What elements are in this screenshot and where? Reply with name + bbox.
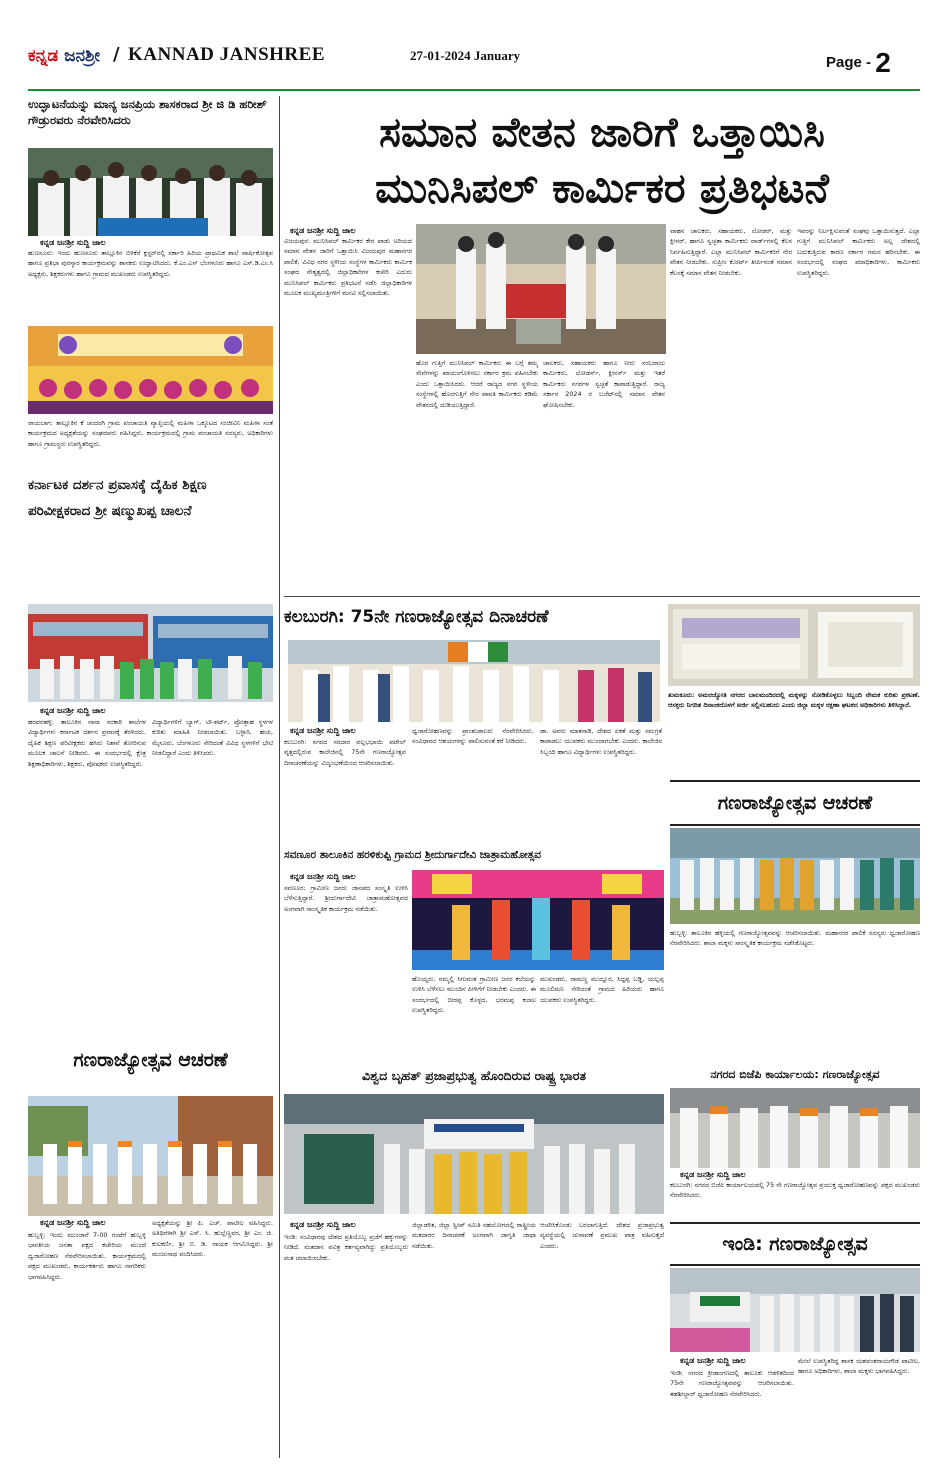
kalaburagi-headline: ಕಲಬುರಗಿ: 75ನೇ ಗಣರಾಜ್ಯೋತ್ಸವ ದಿನಾಚರಣೆ (284, 607, 549, 627)
column-divider (279, 96, 280, 1458)
notice-photo (668, 604, 920, 686)
savanur-headline: ಸವಣೂರ ತಾಲೂಕಿನ ಹರಳಿಕುಪ್ಪಿ ಗ್ರಾಮದ ಶ್ರೀದುರ್ಗಾದೇವಿ ಜಾತ್ರಾಮಹೋತ್ಸವ (284, 849, 541, 861)
right-republic-headline: ಗಣರಾಜ್ಯೋತ್ಸವ ಆಚರಣೆ (670, 780, 920, 826)
notice-body: ತುಮಕೂರು: ಅಮರಜ್ಯೋತಿ ನಗರದ ಬಾಲಮಂದಿರದಲ್ಲಿ ಮಕ್ಕಳನ್ನು ನೋಡಿಕೊಳ್ಳಲು ಸಿಬ್ಬಂದಿ ನೇಮಕ ಕುರಿತು ಪ್ರಕಟಣೆ. ಆಸಕ್ತರು ನಿಗದಿತ ದಿನಾಂಕದೊಳಗೆ ಅರ್ಜಿ ಸಲ್ಲಿಸಬಹುದು ಎಂದು ಜಿಲ್ಲಾ ಮಕ್ಕಳ ರಕ್ಷಣಾ ಘಟಕದ ಅಧಿಕಾರಿಗಳು ತಿಳಿಸಿದ್ದಾರೆ. (668, 691, 920, 710)
indi-byline: ಕನ್ನಡ ಜನಶ್ರೀ ಸುದ್ದಿ ಜಾಲ (680, 1356, 746, 1365)
left-top-body-2: ರಾಯಬಾಗ: ತಾಲ್ಲೂಕಿನ ಕೆ ಚಂದರಗಿ ಗ್ರಾಮ ಪಂಚಾಯತಿ ವ್ಯಾಪ್ತಿಯಲ್ಲಿ ಮಹಿಳಾ ಒಕ್ಕೂಟದ ಸಂಜೀವಿನಿ ಮಹಿಳಾ ಸಂತೆ ಕಾರ್ಯಕ್ರಮದ ಅಧ್ಯಕ್ಷತೆಯನ್ನು ಸಂಘದವರು ವಹಿಸಿದ್ದರು. ಕಾರ್ಯಕ್ರಮದಲ್ಲಿ ಗ್ರಾಮ ಪಂಚಾಯತಿ ಸದಸ್ಯರು, ಅಧಿಕಾರಿಗಳು ಹಾಗೂ ಗ್ರಾಮಸ್ಥರು ಉಪಸ್ಥಿತರಿದ್ದರು. (28, 419, 273, 448)
lead-body-mid: ಹೊರ ಗುತ್ತಿಗೆ ಮುನಿಸಿಪಲ್ ಕಾರ್ಮಿಕರು ಈ ಬಗ್ಗೆ ತಮ್ಮ ಸೇವೆಗಳನ್ನು ಖಾಯಂಗೊಳಿಸಲು ಸರ್ಕಾರ ಕ್ರಮ ವಹಿಸಬೇಕು ಎಂದು ಒತ್ತಾಯಿಸಿದರು. ಆದರೆ ರಾಜ್ಯದ ನಗರ ಸ್ಥಳೀಯ ಸಂಸ್ಥೆಗಳಲ್ಲಿ ಹೊರಗುತ್ತಿಗೆ ನೇರ ಪಾವತಿ ಕಾರ್ಮಿಕರು ಕಡಿಮೆ ವೇತನದಲ್ಲಿ ದುಡಿಯುತ್ತಿದ್ದಾರೆ. (416, 359, 538, 409)
left-top-body: ಹುಣಸೂರು: ಇಂದು ಹುಣಸೂರು ತಾಲ್ಲೂಕಿನ ಬಿಳಿಕೆರೆ ಕ್ಲಸ್ಟರ್‌ನಲ್ಲಿ ಸರ್ಕಾರಿ ಹಿರಿಯ ಪ್ರಾಥಮಿಕ ಶಾಲೆ ವಾರ್ಷಿಕೋತ್ಸವ ಹಾಗೂ ಪ್ರತಿಭಾ ಪುರಸ್ಕಾರ ಕಾರ್ಯಕ್ರಮವನ್ನು ಶಾಸಕರು ಉದ್ಘಾಟಿಸಿದರು. ಕೆ.ಎಂ.ಎಸ್ ಬೆಂಗಳೂರು ಹಾಗೂ ಎಸ್.ಡಿ.ಎಂ.ಸಿ ಅಧ್ಯಕ್ಷರು, ಶಿಕ್ಷಕರುಗಳು ಹಾಗೂ ಗ್ರಾಮದ ಮುಖಂಡರು ಉಪಸ್ಥಿತರಿದ್ದರು. (28, 249, 273, 278)
democracy-body: ಇಂಡಿ: ಸಂವಿಧಾನವು ದೇಶದ ಪ್ರತಿಯೊಬ್ಬ ಪ್ರಜೆಗೆ ಹಕ್ಕುಗಳನ್ನು ನೀಡಿದೆ. ಮತದಾನ ಪವಿತ್ರ ಕರ್ತವ್ಯವಾಗಿದ್ದು ಪ್ರತಿಯೊಬ್ಬರು ಮತ ಚಲಾಯಿಸಬೇಕು. (284, 1233, 408, 1262)
right-republic-body: ಹುಬ್ಬಳ್ಳಿ: ತಾಲೂಕಿನ ಹಳ್ಳಿಯಲ್ಲಿ ಗಣರಾಜ್ಯೋತ್ಸವವನ್ನು ಆಚರಿಸಲಾಯಿತು. ಮಹಾನಗರ ಪಾಲಿಕೆ ಸದಸ್ಯರು ಧ್ವಜಾರೋಹಣ ನೆರವೇರಿಸಿದರು. ಶಾಲಾ ಮಕ್ಕಳು ಸಾಂಸ್ಕೃತಿಕ ಕಾರ್ಯಕ್ರಮ ನಡೆಸಿಕೊಟ್ಟರು. (670, 929, 920, 948)
bjp-office-byline: ಕನ್ನಡ ಜನಶ್ರೀ ಸುದ್ದಿ ಜಾಲ (680, 1170, 746, 1179)
left-mid-headline: ಕರ್ನಾಟಕ ದರ್ಶನ ಪ್ರವಾಸಕ್ಕೆ ದೈಹಿಕ ಶಿಕ್ಷಣ ಪರಿವೀಕ್ಷಕರಾದ ಶ್ರೀ ಷಣ್ಮುಖಪ್ಪ ಚಾಲನೆ (28, 477, 207, 519)
brand-kannada: ಕನ್ನಡ ಜನಶ್ರೀ (28, 46, 100, 66)
savanur-byline: ಕನ್ನಡ ಜನಶ್ರೀ ಸುದ್ದಿ ಜಾಲ (290, 872, 356, 881)
brand-separator: / (113, 44, 120, 65)
left-top-photo (28, 148, 273, 236)
brand-english: KANNAD JANSHREE (128, 44, 325, 65)
masthead-rule (28, 89, 920, 91)
left-mid-byline: ಕನ್ನಡ ಜನಶ್ರೀ ಸುದ್ದಿ ಜಾಲ (40, 706, 106, 715)
indi-headline: ಇಂಡಿ: ಗಣರಾಜ್ಯೋತ್ಸವ (670, 1222, 920, 1266)
democracy-photo (284, 1094, 664, 1214)
indi-body: ಇಂಡಿ: ನಗರದ ಕ್ರೀಡಾಂಗಣದಲ್ಲಿ ತಾಲೂಕು ಆಡಳಿತದಿಂದ 75ನೇ ಗಣರಾಜ್ಯೋತ್ಸವವನ್ನು ಆಚರಿಸಲಾಯಿತು. ತಹಶೀಲ್ದಾರ್ ಧ್ವಜಾರೋಹಣ ನೆರವೇರಿಸಿದರು. (670, 1369, 794, 1398)
right-republic-photo (670, 828, 920, 924)
lead-photo (416, 224, 666, 354)
lead-byline: ಕನ್ನಡ ಜನಶ್ರೀ ಸುದ್ದಿ ಜಾಲ (290, 226, 356, 235)
left-bottom-byline: ಕನ್ನಡ ಜನಶ್ರೀ ಸುದ್ದಿ ಜಾಲ (40, 1218, 106, 1227)
lead-headline-line2: ಮುನಿಸಿಪಲ್ ಕಾರ್ಮಿಕರ ಪ್ರತಿಭಟನೆ (375, 164, 829, 212)
lead-bottom-rule (284, 596, 920, 597)
left-bottom-body: ಹುಬ್ಬಳ್ಳಿ: ಇಂದು ಮುಂಜಾನೆ 7-00 ಗಂಟೆಗೆ ಹುಬ್ಬಳ್ಳಿ ಭಾರತೀಯ ಜನತಾ ಪಕ್ಷದ ಕಚೇರಿಯ ಮುಂದೆ ಧ್ವಜಾರೋಹಣ ನೆರವೇರಿಸಲಾಯಿತು. ಕಾರ್ಯಕ್ರಮದಲ್ಲಿ ಪಕ್ಷದ ಮುಖಂಡರು, ಕಾರ್ಯಕರ್ತರು ಹಾಗೂ ನಾಗರಿಕರು ಭಾಗವಹಿಸಿದ್ದರು. (28, 1231, 146, 1281)
savanur-body-c: ಮುಖಂಡರು, ರಾಮಣ್ಣ ಮುದ್ನೂರ, ಸಿದ್ದಪ್ಪ ಬಡ್ಡಿ, ಯಲ್ಲಪ್ಪ ಮೂಲಿಮನಿ ಸೇರಿದಂತೆ ಗ್ರಾಮದ ಹಿರಿಯರು ಹಾಗೂ ಯುವಕರು ಉಪಸ್ಥಿತರಿದ್ದರು. (540, 975, 664, 1004)
savanur-photo (412, 870, 664, 970)
kalaburagi-body-b: ಧ್ವಜಾರೋಹಣವನ್ನು ಪ್ರಾಂಶುಪಾಲರು ನೆರವೇರಿಸಿದರು. ಸಂವಿಧಾನದ ಆಶಯಗಳನ್ನು ಪಾಲಿಸುವಂತೆ ಕರೆ ನೀಡಿದರು. (412, 727, 534, 746)
bjp-office-body: ಕಲಬುರಗಿ: ನಗರದ ಬಿಜೆಪಿ ಕಾರ್ಯಾಲಯದಲ್ಲಿ 75 ನೇ ಗಣರಾಜ್ಯೋತ್ಸವ ಪ್ರಯುಕ್ತ ಧ್ವಜಾರೋಹಣವನ್ನು ಪಕ್ಷದ ಮುಖಂಡರು ನೆರವೇರಿಸಿದರು. (670, 1181, 920, 1200)
page-number: 2 (875, 47, 891, 78)
left-mid-body: ಹರಪನಹಳ್ಳಿ: ತಾಲೂಕಿನ ನಾನಾ ಸರಕಾರಿ ಶಾಲೆಗಳ ವಿದ್ಯಾರ್ಥಿಗಳು ಕರ್ನಾಟಕ ದರ್ಶನ ಪ್ರವಾಸಕ್ಕೆ ತೆರಳಿದರು. ದೈಹಿಕ ಶಿಕ್ಷಣ ಪರಿವೀಕ್ಷಕರು ಹಸಿರು ನಿಶಾನೆ ತೋರಿಸುವ ಮೂಲಕ ಚಾಲನೆ ನೀಡಿದರು. ಈ ಸಂದರ್ಭದಲ್ಲಿ ಕ್ಷೇತ್ರ ಶಿಕ್ಷಣಾಧಿಕಾರಿಗಳು, ಶಿಕ್ಷಕರು, ಪೋಷಕರು ಉಪಸ್ಥಿತರಿದ್ದರು. (28, 718, 146, 768)
indi-photo (670, 1268, 920, 1352)
democracy-headline: ವಿಶ್ವದ ಬೃಹತ್ ಪ್ರಜಾಪ್ರಭುತ್ವ ಹೊಂದಿರುವ ರಾಷ್ಟ್ರ ಭಾರತ (362, 1068, 586, 1083)
savanur-body-b: ಹೊಯ್ದರು. ನಮ್ಮಲ್ಲಿ ಸಿಗುವಂತ ಗ್ರಾಮೀಣ ಜನರ ಕಲೆಯನ್ನು ಉಳಿಸಿ ಬೆಳೆಸಲು ಮುಂದಿನ ಪೀಳಿಗೆಗೆ ನೀಡಬೇಕು ಎಂದರು. ಈ ಸಂದರ್ಭದಲ್ಲಿ ಬೀರಪ್ಪ ಕೊಳ್ಳದ, ಭರಮಪ್ಪ ಕಲಾಲ ಉಪಸ್ಥಿತರಿದ್ದರು. (412, 975, 536, 1015)
left-bottom-photo (28, 1096, 273, 1216)
left-mid-photo (28, 604, 273, 702)
bjp-office-photo (670, 1088, 920, 1168)
indi-body-b: ಮೇಲೆ ಉಪಸ್ಥಿತರಿದ್ದ ಶಾಸಕ ಯಶವಂತರಾಯಗೌಡ ಪಾಟೀಲ, ಹಾಗೂ ಅಧಿಕಾರಿಗಳು, ಶಾಲಾ ಮಕ್ಕಳು ಭಾಗವಹಿಸಿದ್ದರು. (798, 1357, 920, 1376)
left-bottom-body-b: ಅಧ್ಯಕ್ಷತೆಯನ್ನು ಶ್ರೀ ಪಿ. ಎಚ್. ಪಾಟೀಲ ವಹಿಸಿದ್ದರು. ಅತಿಥಿಗಳಾಗಿ ಶ್ರೀ ಎಸ್. ಸಿ. ಹುಲ್ಲೆಣ್ಣವರ, ಶ್ರೀ ಎಂ. ಜಿ. ಕುಲಕರ್ಣಿ, ಶ್ರೀ ಬಿ. ಡಿ. ನಾಯಕ ಆಗಮಿಸಿದ್ದರು. ಶ್ರೀ ಮಂಜುನಾಥ ವಂದಿಸಿದರು. (152, 1219, 273, 1259)
kalaburagi-body-c: ಡಾ. ಅವರು ಮಾತನಾಡಿ, ದೇಶದ ಏಕತೆ ಮತ್ತು ಸಮಗ್ರತೆ ಕಾಪಾಡಲು ಯುವಕರು ಮುಂದಾಗಬೇಕು ಎಂದರು. ಕಾಲೇಜಿನ ಸಿಬ್ಬಂದಿ ಹಾಗೂ ವಿದ್ಯಾರ್ಥಿಗಳು ಉಪಸ್ಥಿತರಿದ್ದರು. (540, 727, 662, 756)
page-indicator: Page - 2 (826, 47, 891, 78)
democracy-byline: ಕನ್ನಡ ಜನಶ್ರೀ ಸುದ್ದಿ ಜಾಲ (290, 1220, 356, 1229)
savanur-body: ಸವಣೂರ: ಗ್ರಾಮೀಣ ಜನರು ಜಾನಪದ ಸಂಸ್ಕೃತಿ ಉಳಿಸಿ ಬೆಳೆಸುತ್ತಿದ್ದಾರೆ. ಶ್ರೀದುರ್ಗಾದೇವಿ ಜಾತ್ರಾಮಹೋತ್ಸವದ ಅಂಗವಾಗಿ ಸಾಂಸ್ಕೃತಿಕ ಕಾರ್ಯಕ್ರಮ ನಡೆಯಿತು. (284, 884, 408, 913)
left-bottom-headline: ಗಣರಾಜ್ಯೋತ್ಸವ ಆಚರಣೆ (28, 1036, 273, 1084)
kalaburagi-body: ಕಲಬುರಗಿ: ನಗರದ ಸರದಾರ ವಲ್ಲಭಭಾಯಿ ಪಟೇಲ್ ವೃತ್ತದಲ್ಲಿರುವ ಕಾಲೇಜಿನಲ್ಲಿ 75ನೇ ಗಣರಾಜ್ಯೋತ್ಸವ ದಿನಾಚರಣೆಯನ್ನು ವಿಜೃಂಭಣೆಯಿಂದ ಆಚರಿಸಲಾಯಿತು. (284, 738, 406, 767)
lead-body-right-2: ಇವರನ್ನು ನಿರ್ಲಕ್ಷಿಸುವಂತೆ ಸಂಘವು ಒತ್ತಾಯಿಸುತ್ತದೆ. ಎಲ್ಲಾ ಗುತ್ತಿಗೆ ಮುನಿಸಿಪಲ್ ಕಾರ್ಮಿಕರು ಅಲ್ಲ ದೇಶದಲ್ಲಿ ಬದುಕುತ್ತಿರುವ ಕಾರಣ ಸರ್ಕಾರ ಗಮನ ಹರಿಸಬೇಕು. ಈ ಸಂದರ್ಭದಲ್ಲಿ ಸಂಘದ ಪದಾಧಿಕಾರಿಗಳು, ಕಾರ್ಮಿಕರು ಉಪಸ್ಥಿತರಿದ್ದರು. (797, 227, 920, 277)
left-top-headline: ಉದ್ಘಾಟನೆಯನ್ನು ಮಾನ್ಯ ಜನಪ್ರಿಯ ಶಾಸಕರಾದ ಶ್ರೀ ಜಿ ಡಿ ಹರೀಶ್ ಗೌಡ್ರುರವರು ನೆರವೇರಿಸಿದರು (28, 97, 267, 127)
kalaburagi-photo (288, 640, 660, 722)
lead-headline-line1: ಸಮಾನ ವೇತನ ಜಾರಿಗೆ ಒತ್ತಾಯಿಸಿ (379, 108, 825, 156)
left-mid-body-b: ವಿದ್ಯಾರ್ಥಿಗಳಿಗೆ ಬ್ಯಾಗ್, ಟೀ-ಶರ್ಟ್, ಪ್ರೋತ್ಸಾಹ ಸ್ಥಳಗಳ ಕುರಿತು ಮಾಹಿತಿ ನೀಡಲಾಯಿತು. ಬಳ್ಳಾರಿ, ಹಂಪಿ, ಮೈಸೂರು, ಬೆಂಗಳೂರು ಸೇರಿದಂತೆ ವಿವಿಧ ಸ್ಥಳಗಳಿಗೆ ಭೇಟಿ ನೀಡಲಿದ್ದಾರೆ ಎಂದು ತಿಳಿಸಿದರು. (152, 718, 273, 758)
lead-body-left: ವಿಜಯಪುರ: ಮುನಿಸಿಪಲ್ ಕಾರ್ಮಿಕರ ಕೇರ ಪಾಡು ಅರಿಯದ ಸಮಾನ ವೇತನ ಜಾರಿಗೆ ಒತ್ತಾಯಿಸಿ ವಿಜಯಪುರ ಮಹಾನಗರ ಪಾಲಿಕೆ, ವಿವಿಧ ನಗರ ಸ್ಥಳೀಯ ಸಂಸ್ಥೆಗಳ ಕಾರ್ಮಿಕರು ಕಾರ್ಮಿಕ ಸಂಘದ ನೇತೃತ್ವದಲ್ಲಿ ಜಿಲ್ಲಾಧಿಕಾರಿಗಳ ಕಚೇರಿ ಎದುರು ಮುನಿಸಿಪಲ್ ಕಾರ್ಮಿಕರು ಪ್ರತಿಭಟನೆ ನಡೆಸಿ ಜಿಲ್ಲಾಧಿಕಾರಿಗಳ ಮೂಲಕ ಮುಖ್ಯಮಂತ್ರಿಗಳಿಗೆ ಮನವಿ ಸಲ್ಲಿಸಲಾಯಿತು. (284, 237, 412, 298)
bjp-office-headline: ನಗರದ ಬಿಜೆಪಿ ಕಾರ್ಯಾಲಯ: ಗಣರಾಜ್ಯೋತ್ಸವ (710, 1068, 880, 1081)
kalaburagi-byline: ಕನ್ನಡ ಜನಶ್ರೀ ಸುದ್ದಿ ಜಾಲ (290, 726, 356, 735)
lead-body-right: ವಾಹನ ಚಾಲಕರು, ಸಹಾಯಕರು, ಲೋಡರ್, ಮತ್ತು ಕ್ಲೀನರ್, ಹಾಗೂ ಸ್ವಚ್ಛತಾ ಕಾರ್ಮಿಕರು ವಾರ್ಡ್‌ಗಳಲ್ಲಿ ಕೆಲಸ ನಿರ್ವಹಿಸುತ್ತಿದ್ದಾರೆ. ಎಲ್ಲಾ ಮುನಿಸಿಪಲ್ ಕಾರ್ಮಿಕರಿಗೆ ನೇರ ವೇತನ ನೀಡಬೇಕು. ಸುಪ್ರೀಂ ಕೋರ್ಟ್ ತೀರ್ಪಿನಂತೆ ಸಮಾನ ಕೆಲಸಕ್ಕೆ ಸಮಾನ ವೇತನ ನೀಡಬೇಕು. (670, 227, 792, 277)
issue-date: 27-01-2024 January (410, 48, 521, 63)
masthead (0, 0, 945, 90)
lead-body-mid-2: ಚಾಲಕರು, ಸಹಾಯಕರು ಹಾಗೂ ನೀರು ಸರಬರಾಜು ಕಾರ್ಮಿಕರು, ಲೋಡರ್ಸ್, ಕ್ಲೀನರ್ಸ್ ಮತ್ತು ಇತರೆ ಕಾರ್ಮಿಕರು ನಗರಗಳ ಸ್ವಚ್ಛತೆ ಕಾಪಾಡುತ್ತಿದ್ದಾರೆ. ರಾಜ್ಯ ಸರ್ಕಾರ 2024 ರ ಬಜೆಟ್‌ನಲ್ಲಿ ಸಮಾನ ವೇತನ ಘೋಷಿಸಬೇಕು. (543, 359, 665, 409)
democracy-body-c: ಆಚರಿಸಿಕೊಂಡು ಬರಲಾಗುತ್ತಿದೆ. ದೇಶದ ಪ್ರಜಾಪ್ರಭುತ್ವ ವ್ಯವಸ್ಥೆಯಲ್ಲಿ ಚುನಾವಣೆ ಪ್ರಮುಖ ಪಾತ್ರ ವಹಿಸುತ್ತದೆ ಎಂದರು. (540, 1221, 664, 1250)
left-top-byline: ಕನ್ನಡ ಜನಶ್ರೀ ಸುದ್ದಿ ಜಾಲ (40, 238, 106, 247)
left-top-photo-2 (28, 326, 273, 414)
democracy-body-b: ಜಿಲ್ಲಾಡಳಿತ, ಜಿಲ್ಲಾ ಸ್ವೀಪ್ ಸಮಿತಿ ಸಹಯೋಗದಲ್ಲಿ ರಾಷ್ಟ್ರೀಯ ಮತದಾರರ ದಿನಾಚರಣೆ ಅಂಗವಾಗಿ ಜಾಗೃತಿ ಜಾಥಾ ನಡೆಯಿತು. (412, 1221, 536, 1250)
